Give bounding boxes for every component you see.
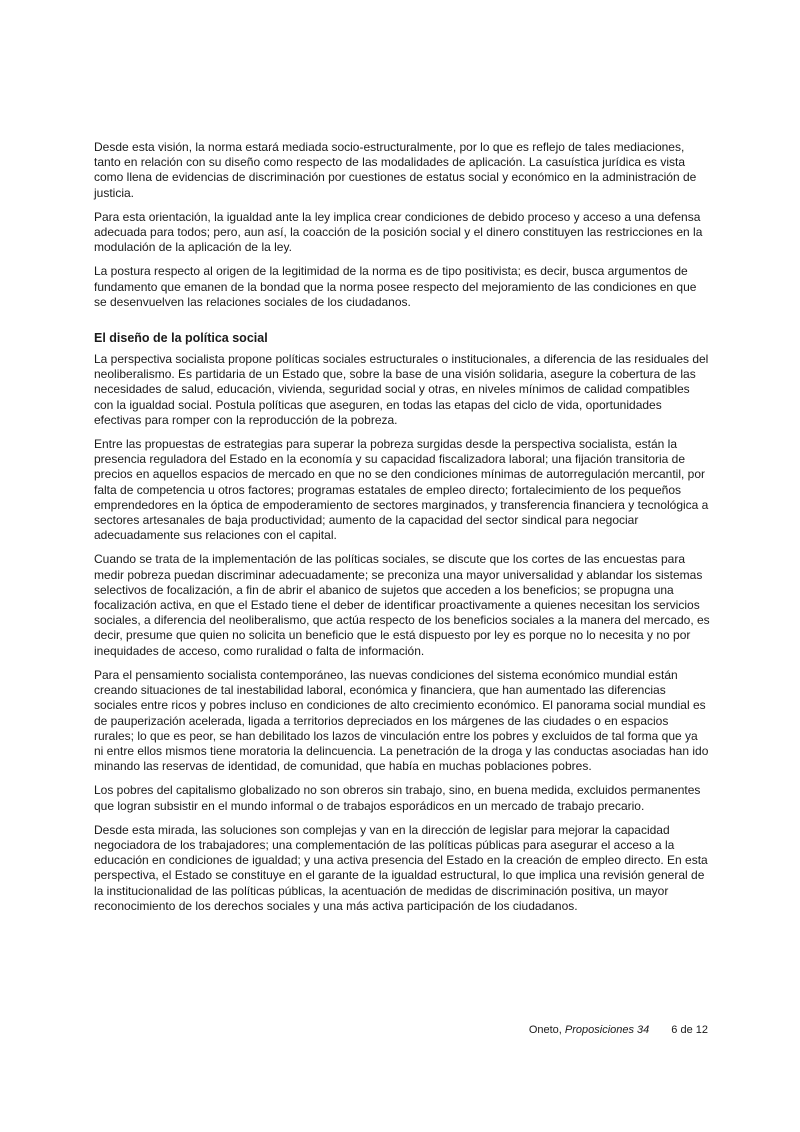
section-heading: El diseño de la política social — [94, 331, 268, 346]
paragraph: Cuando se trata de la implementación de las políticas sociales, se discute que los cortes de las encuestas para medir pobreza puedan discriminar adecuadamente; se preconiza una mayor universalidad y ablandar los sistemas selectivos de focalización, a fin de abrir el abanico de sujetos que acceden a los beneficios; se propugna una focalización activa, en que el Estado tiene el deber de identificar proactivamente a quienes necesitan los servicios sociales, a diferencia del neoliberalismo, que actúa respecto de los beneficios sociales a la manera del mercado, es decir, presume que quien no solicita un beneficio que le está dispuesto por ley es porque no lo necesita y no por inequidades de acceso, como ruralidad o falta de información. — [94, 552, 710, 658]
paragraph: Entre las propuestas de estrategias para superar la pobreza surgidas desde la perspectiva socialista, están la presencia reguladora del Estado en la economía y su capacidad fiscalizadora laboral; una fijación transitoria de precios en aquellos espacios de mercado en que no se den condiciones mínimas de autorregulación mercantil, por falta de competencia u otros factores; programas estatales de empleo directo; fortalecimiento de los pequeños emprendedores en la óptica de empoderamiento de sectores marginados, y transferencia financiera y tecnológica a sectores artesanales de baja productividad; aumento de la capacidad del sector sindical para negociar adecuadamente sus relaciones con el capital. — [94, 437, 709, 543]
paragraph: Los pobres del capitalismo globalizado no son obreros sin trabajo, sino, en buena medida, excluidos permanentes que logran subsistir en el mundo informal o de trabajos esporádicos en un mercado de trabajo precario. — [94, 783, 701, 813]
footer-journal: Proposiciones 34 — [564, 1024, 650, 1036]
page-body — [94, 140, 710, 923]
paragraph: La perspectiva socialista propone políticas sociales estructurales o institucionales, a diferencia de las residuales del neoliberalismo. Es partidaria de un Estado que, sobre la base de una visión solidaria, asegure la cobertura de las necesidades de salud, educación, vivienda, seguridad social y otras, en niveles mínimos de calidad compatibles con la igualdad social. Postula políticas que aseguren, en todas las etapas del ciclo de vida, oportunidades efectivas para romper con la reproducción de la pobreza. — [94, 352, 709, 427]
footer-author: Oneto, — [528, 1024, 565, 1036]
paragraph: La postura respecto al origen de la legitimidad de la norma es de tipo positivista; es decir, busca argumentos de fundamento que emanen de la bondad que la norma posee respecto del mejoramiento de las condiciones en que se desenvuelven las relaciones sociales de los ciudadanos. — [94, 264, 697, 309]
paragraph: Para el pensamiento socialista contemporáneo, las nuevas condiciones del sistema económico mundial están creando situaciones de tal inestabilidad laboral, económica y financiera, que han aumentado las diferencias sociales entre ricos y pobres incluso en condiciones de alto crecimiento económico. El panorama social mundial es de pauperización acelerada, ligada a territorios depreciados en los márgenes de las ciudades o en espacios rurales; lo que es peor, se han debilitado los lazos de vinculación entre los pobres y excluidos de tal forma que ya ni entre ellos mismos tiene moratoria la delincuencia. La penetración de la droga y las conductas asociadas han ido minando las reservas de identidad, de comunidad, que había en muchas poblaciones pobres. — [94, 667, 709, 774]
paragraph: Desde esta mirada, las soluciones son complejas y van en la dirección de legislar para mejorar la capacidad negociadora de los trabajadores; una complementación de las políticas públicas para asegurar el acceso a la educación en condiciones de igualdad; y una activa presencia del Estado en la creación de empleo directo. En esta perspectiva, el Estado se constituye en el garante de la igualdad estructural, lo que implica una revisión general de la institucionalidad de las políticas públicas, la acentuación de medidas de discriminación positiva, un mayor reconocimiento de los derechos sociales y una más activa participación de los ciudadanos. — [94, 822, 708, 913]
paragraph: Desde esta visión, la norma estará mediada socio-estructuralmente, por lo que es reflejo de tales mediaciones, tanto en relación con su diseño como respecto de las modalidades de aplicación. La casuística jurídica es vista como llena de evidencias de discriminación por cuestiones de estatus social y económico en la administración de justicia. — [94, 140, 697, 200]
page-footer — [529, 1023, 708, 1037]
page-number: 6 de 12 — [671, 1024, 708, 1036]
paragraph: Para esta orientación, la igualdad ante la ley implica crear condiciones de debido proceso y acceso a una defensa adecuada para todos; pero, aun así, la coacción de la posición social y el dinero constituyen las restricciones en la modulación de la aplicación de la ley. — [94, 209, 703, 255]
